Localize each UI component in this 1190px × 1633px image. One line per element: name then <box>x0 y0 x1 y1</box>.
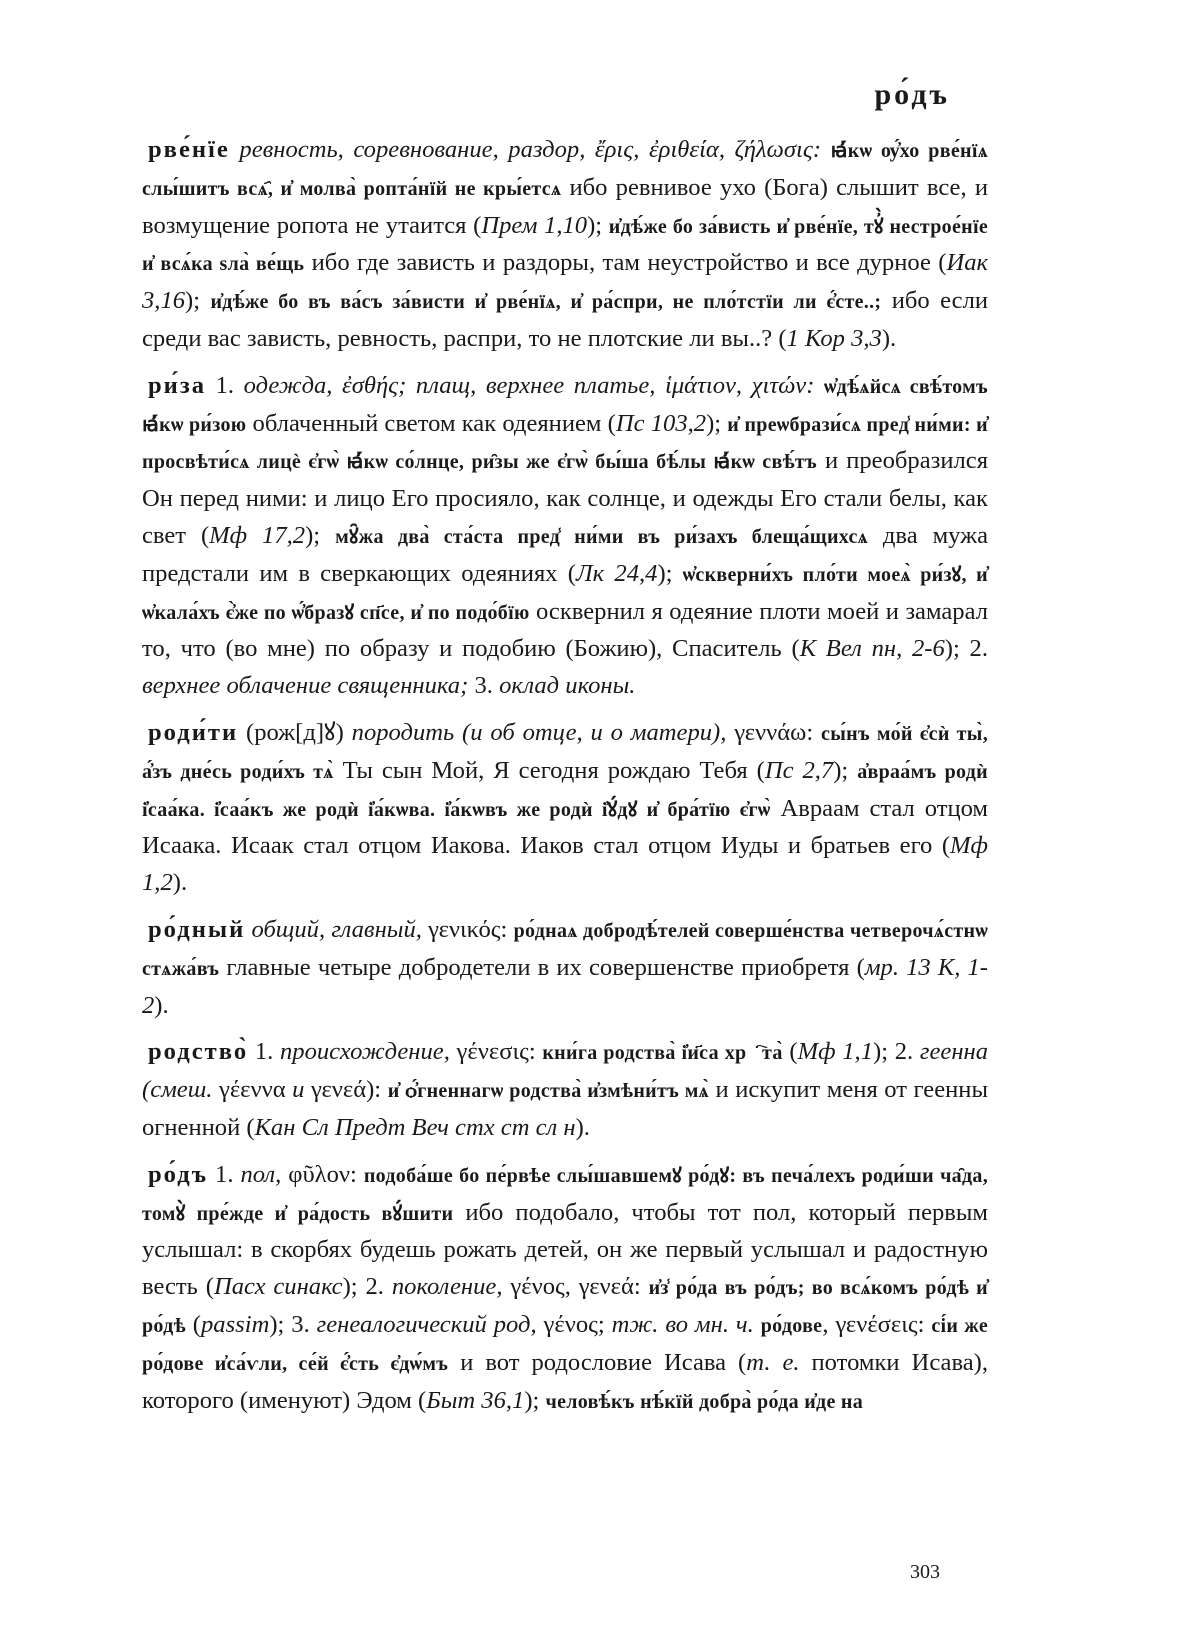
italic-gloss: геенна (смеш. <box>142 1038 989 1104</box>
entry-text: ). <box>575 1113 590 1141</box>
entry-text: γένος; <box>536 1310 612 1338</box>
church-slavonic-quote: ро́дове <box>760 1314 823 1337</box>
entry-headword: ри́за <box>148 371 207 399</box>
entry-text: (рож[д]ꙋ) <box>238 718 352 746</box>
entry-text: ( <box>782 1038 798 1066</box>
entry-text: и вот родословие Исава ( <box>448 1348 747 1376</box>
church-slavonic-quote: ꙗ҆́кѡ ѹ҆́хо рве́нїѧ слы́шитъ всѧ҄, и҆ молва̀ ропта́нїй не кры́етсѧ <box>142 140 988 200</box>
italic-gloss: Быт 36,1 <box>426 1386 525 1414</box>
entry-text: ); 2. <box>944 635 988 663</box>
italic-gloss: верхнее облачение священника; <box>142 672 469 700</box>
entry-headword: родство̀ <box>148 1038 249 1066</box>
italic-gloss: Иак 3,16 <box>142 249 989 315</box>
church-slavonic-quote: сы́нъ мо́й є҆сѝ ты̀, а҆́зъ дне́сь роди́хъ тѧ̀ <box>142 722 989 783</box>
entry-text: и преобразился Он перед ними: и лицо Его просияло, как солнце, и одежды Его стали белы, как свет ( <box>142 447 989 549</box>
church-slavonic-quote: и҆дѣ́же бо за́висть и҆ рве́нїе, тꙋ҆̀ нестрое́нїе и҆ всѧ́ка ѕла̀ ве́щь <box>142 215 989 276</box>
entry-text: ибо ревнивое ухо (Бога) слышит все, и возмущение ропота не утаится ( <box>142 173 988 239</box>
italic-gloss: Лк 24,4 <box>576 559 658 587</box>
page-number: 303 <box>910 1561 940 1583</box>
entry-text: γεννάω: <box>726 718 822 746</box>
italic-gloss: Пасх синакс <box>213 1273 343 1301</box>
entry-text: ); <box>524 1386 546 1414</box>
italic-gloss: одежда, ἐσθής; плащ, верхнее платье, ἱμάτιον, χιτών: <box>243 371 815 399</box>
entry-text: ). <box>881 324 897 352</box>
entry-text: облаченный светом как одеянием ( <box>246 409 616 437</box>
church-slavonic-quote: и҆дѣ́же бо въ ва́съ за́висти и҆ рве́нїѧ, и҆ ра́спри, не пло́тстїи ли є҆́сте..; <box>210 291 882 314</box>
italic-gloss: происхождение, <box>279 1038 450 1066</box>
entry-body <box>142 1038 988 1141</box>
entries-column <box>142 132 988 1430</box>
dictionary-entry <box>142 715 988 902</box>
entry-text: ( <box>185 1310 201 1338</box>
italic-gloss: поколение, <box>391 1273 503 1301</box>
dictionary-entry <box>142 1034 988 1146</box>
entry-body <box>142 372 988 699</box>
entry-text: γένεσις: <box>449 1038 543 1066</box>
entry-body <box>142 1161 988 1414</box>
entry-text: два мужа предстали им в сверкающих одеяниях ( <box>142 521 989 587</box>
entry-text <box>821 136 831 163</box>
italic-gloss: Мф 1,1 <box>797 1038 874 1066</box>
italic-gloss: Прем 1,10 <box>481 211 588 239</box>
entry-text: γενεά): <box>304 1076 388 1104</box>
church-slavonic-quote: подоба́ше бо пе́рвѣе слы́шавшемꙋ ро́дꙋ: въ печа́лехъ роди́ши ча̑да, томꙋ̀ пре́жде и҆ ра́дость вꙋ́шити <box>142 1164 989 1225</box>
italic-gloss: Кан Сл Предт Веч стх ст сл н <box>254 1113 576 1141</box>
entry-text: Авраам стал отцом Исаака. Исаак стал отцом Иакова. Иаков стал отцом Иуды и братьев его ( <box>142 794 988 860</box>
italic-gloss: К Вел пн, 2-6 <box>799 635 945 663</box>
entry-text: ); <box>833 756 858 784</box>
church-slavonic-quote: ѡ҆дѣ́ѧйсѧ свѣ́томъ ꙗ҆́кѡ ри́зою <box>142 375 988 436</box>
italic-gloss: оклад иконы. <box>499 672 636 700</box>
entry-text: Ты сын Мой, Я сегодня рождаю Тебя ( <box>333 756 765 784</box>
church-slavonic-quote: человѣ́къ нѣ́кїй добра̀ ро́да и҆де на <box>545 1390 864 1413</box>
entry-text <box>814 372 824 399</box>
church-slavonic-quote: ѡ҆скверни́хъ пло́ти моеѧ̀ ри́зꙋ, и҆ ѡ҆кала́хъ є҆̀же по ѡ҆́бразꙋ сп҃се, и҆ по подо́бїю <box>142 563 989 624</box>
entry-text: и искупит меня от геенны огненной ( <box>142 1076 988 1141</box>
church-slavonic-quote: мꙋ̑жа два̀ ста́ста пред̾ ни́ми въ ри́захъ блеща́щихсѧ <box>335 525 868 548</box>
entry-text: ибо где зависть и раздоры, там неустройство и все дурное ( <box>304 249 947 277</box>
church-slavonic-quote: сі́и же ро́дове и҆са́ѵли, се́й є҆́сть є҆дѡ́мъ <box>142 1314 989 1375</box>
entry-text: ибо если среди вас зависть, ревность, распри, то не плотские ли вы..? ( <box>142 287 988 352</box>
entry-text: 1. <box>208 1160 241 1188</box>
entry-text: ); <box>657 559 683 587</box>
entry-headword: ро́дъ <box>148 1160 209 1188</box>
entry-text: φῦλον: <box>281 1160 364 1188</box>
italic-gloss: Пс 103,2 <box>615 409 707 437</box>
dictionary-entry <box>142 912 988 1024</box>
entry-text <box>754 1311 761 1338</box>
entry-text: , γενέσεις: <box>822 1310 932 1338</box>
italic-gloss: пол, <box>240 1160 282 1188</box>
italic-gloss: Мф 17,2 <box>209 521 306 549</box>
entry-text: ); 2. <box>873 1038 920 1066</box>
dictionary-entry <box>142 368 988 705</box>
entry-text: 1. <box>248 1038 280 1066</box>
italic-gloss: т. е. <box>746 1348 800 1376</box>
entry-headword: ро́дный <box>148 915 246 943</box>
church-slavonic-quote: ро́днаѧ добродѣ́телей соверше́нства четверочѧ́стнѡ стѧжа́въ <box>142 919 988 980</box>
entry-text: γένος, γενεά: <box>502 1273 649 1301</box>
dictionary-entry <box>142 1157 988 1421</box>
church-slavonic-quote: кни́га родства̀ і҆и҃са хрⷭ҇та̀ <box>542 1042 783 1065</box>
church-slavonic-quote: а҆враа́мъ родѝ і҆саа́ка. і҆саа́къ же родѝ і҆а́кѡва. і҆а́кѡвъ же родѝ і҆ꙋ́дꙋ и҆ бра́тїю є҆гѡ̀ <box>142 760 988 821</box>
running-head: ро́дъ <box>874 78 950 111</box>
dictionary-entry <box>142 132 988 358</box>
entry-text: главные четыре добродетели в их совершенстве приобретя ( <box>219 953 865 981</box>
italic-gloss: Пс 2,7 <box>764 756 834 784</box>
entry-text: γέεννα <box>212 1076 293 1104</box>
entry-headword: рве́нїе <box>148 136 230 163</box>
entry-text: осквернил я одеяние плоти моей и замарал то, что (во мне) по образу и подобию (Божию), Спаситель ( <box>142 597 988 663</box>
entry-text: ); 3. <box>269 1310 317 1338</box>
entry-body <box>142 136 988 352</box>
italic-gloss: ревность, соревнование, раздор, ἔρις, ἐριθεία, ζήλωσις: <box>239 136 822 163</box>
entry-text: 3. <box>468 672 500 700</box>
entry-text: γενικός: <box>421 915 514 943</box>
entry-text: ); <box>185 287 211 315</box>
entry-text: потомки Исава), которого (именуют) Эдом ( <box>142 1348 988 1414</box>
entry-text: ). <box>172 869 188 897</box>
italic-gloss: общий, главный, <box>251 915 422 943</box>
entry-text: ). <box>154 991 169 1019</box>
entry-text: ); <box>587 211 609 239</box>
entry-body <box>142 719 988 896</box>
italic-gloss: тж. во мн. ч. <box>611 1310 754 1338</box>
church-slavonic-quote: и҆ преѡбрази́сѧ пред̾ ни́ми: и҆ просвѣти́сѧ лицѐ є҆гѡ̀ ꙗ҆́кѡ со́лнце, ри̑зы же є҆гѡ̀ бы́ша бѣ́лы ꙗ҆́кѡ свѣ́тъ <box>142 413 988 474</box>
italic-gloss: породить (и об отце, и о матери), <box>351 718 727 746</box>
church-slavonic-quote: и҆з̾ ро́да въ ро́дъ; во всѧ́комъ ро́дѣ и҆ ро́дѣ <box>142 1277 988 1337</box>
entry-headword: роди́ти <box>148 718 239 746</box>
entry-text: ); <box>706 409 728 437</box>
italic-gloss: Мф 1,2 <box>142 832 988 897</box>
italic-gloss: passim <box>201 1310 270 1338</box>
church-slavonic-quote: и҆ ѻ҆́гненнагѡ родства̀ и҆змѣни́тъ мѧ̀ <box>387 1080 709 1103</box>
entry-text: ибо подобало, чтобы тот пол, который первым услышал: в скорбях будешь рожать детей, он же первый услышал и радостную весть ( <box>142 1198 988 1301</box>
entry-body <box>142 916 988 1019</box>
entry-text <box>230 136 240 163</box>
entry-text: 1. <box>206 371 244 399</box>
italic-gloss: генеалогический род, <box>316 1310 537 1338</box>
italic-gloss: мр. 13 К, 1-2 <box>142 953 988 1019</box>
italic-gloss: 1 Кор 3,3 <box>786 324 882 352</box>
italic-gloss: и <box>292 1076 305 1104</box>
entry-text: ); 2. <box>342 1273 392 1301</box>
entry-text: ); <box>305 521 336 549</box>
